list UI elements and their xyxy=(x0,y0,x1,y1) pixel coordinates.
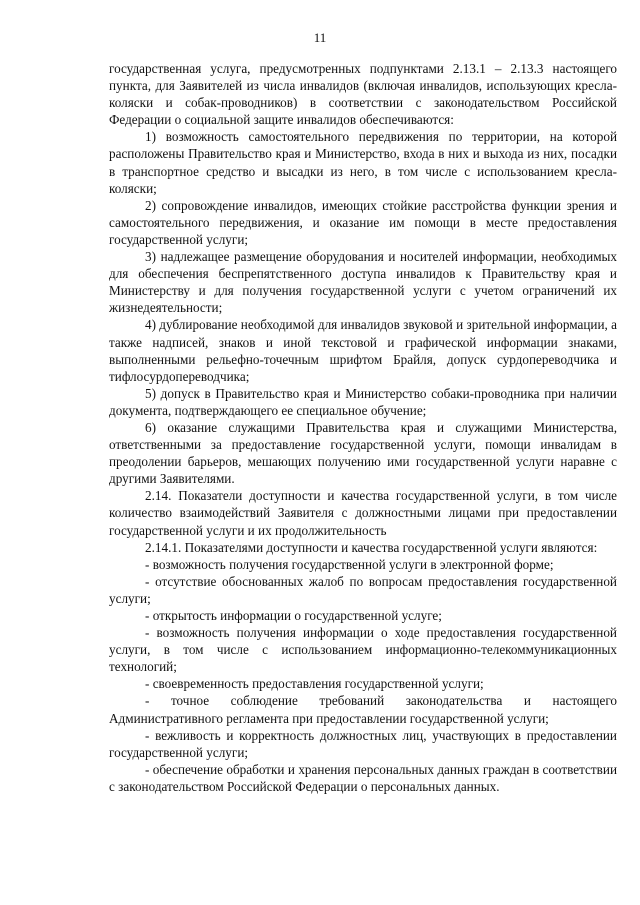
document-paragraph: - своевременность предоставления государственной услуги; xyxy=(145,676,484,692)
document-paragraph: - точное соблюдение требований законодательства и настоящего Административного регламента при предоставлении государственной услуги; xyxy=(109,693,617,726)
document-paragraph: - вежливость и корректность должностных лиц, участвующих в предоставлении государственной услуги; xyxy=(109,727,617,760)
document-paragraph: 2.14.1. Показателями доступности и качества государственной услуги являются: xyxy=(145,539,598,555)
document-paragraph: государственная услуга, предусмотренных подпунктами 2.13.1 – 2.13.3 настоящего пункта, для Заявителей из числа инвалидов (включая инвалидов, использующих кресла-коляски и собак-проводников) в соответствии с законодательством Российской Федерации о социальной защите инвалидов обеспечиваются: xyxy=(109,61,617,128)
document-paragraph: 5) допуск в Правительство края и Министерство собаки-проводника при наличии документа, подтверждающего ее специальное обучение; xyxy=(109,385,617,418)
document-paragraph: 2.14. Показатели доступности и качества государственной услуги, в том числе количество взаимодействий Заявителя с должностными лицами при предоставлении государственной услуги и их продолжительность xyxy=(109,488,617,538)
document-paragraph: 3) надлежащее размещение оборудования и носителей информации, необходимых для обеспечения беспрепятственного доступа инвалидов к Правительству края и Министерству и для получения государственной услуги с учетом ограничений их жизнедеятельности; xyxy=(109,249,617,316)
document-paragraph: - открытость информации о государственной услуге; xyxy=(145,608,442,623)
document-paragraph: 4) дублирование необходимой для инвалидов звуковой и зрительной информации, а также надписей, знаков и иной текстовой и графической информации знаками, выполненными рельефно-точечным шрифтом Брайля, допуск сурдопереводчика и тифлосурдопереводчика; xyxy=(109,317,617,384)
document-paragraph: - отсутствие обоснованных жалоб по вопросам предоставления государственной услуги; xyxy=(109,573,617,606)
page-number: 11 xyxy=(313,30,327,45)
document-paragraph: 1) возможность самостоятельного передвижения по территории, на которой расположены Правительство края и Министерство, входа в них и выхода из них, посадки в транспортное средство и высадки из него, в том числе с использованием кресла-коляски; xyxy=(109,129,617,196)
document-paragraph: - возможность получения информации о ходе предоставления государственной услуги, в том числе с использованием информационно-телекоммуникационных технологий; xyxy=(109,625,617,675)
document-body xyxy=(109,60,617,795)
document-paragraph: - возможность получения государственной услуги в электронной форме; xyxy=(145,556,554,572)
document-paragraph: 6) оказание служащими Правительства края и служащими Министерства, ответственными за предоставление государственной услуги, помощи инвалидам в преодолении барьеров, мешающих получению ими государственной услуги наравне с другими Заявителями. xyxy=(109,419,617,487)
document-paragraph: 2) сопровождение инвалидов, имеющих стойкие расстройства функции зрения и самостоятельного передвижения, и оказание им помощи в месте предоставления государственной услуги; xyxy=(109,197,617,247)
document-paragraph: - обеспечение обработки и хранения персональных данных граждан в соответствии с законодательством Российской Федерации о персональных данных. xyxy=(109,761,617,794)
